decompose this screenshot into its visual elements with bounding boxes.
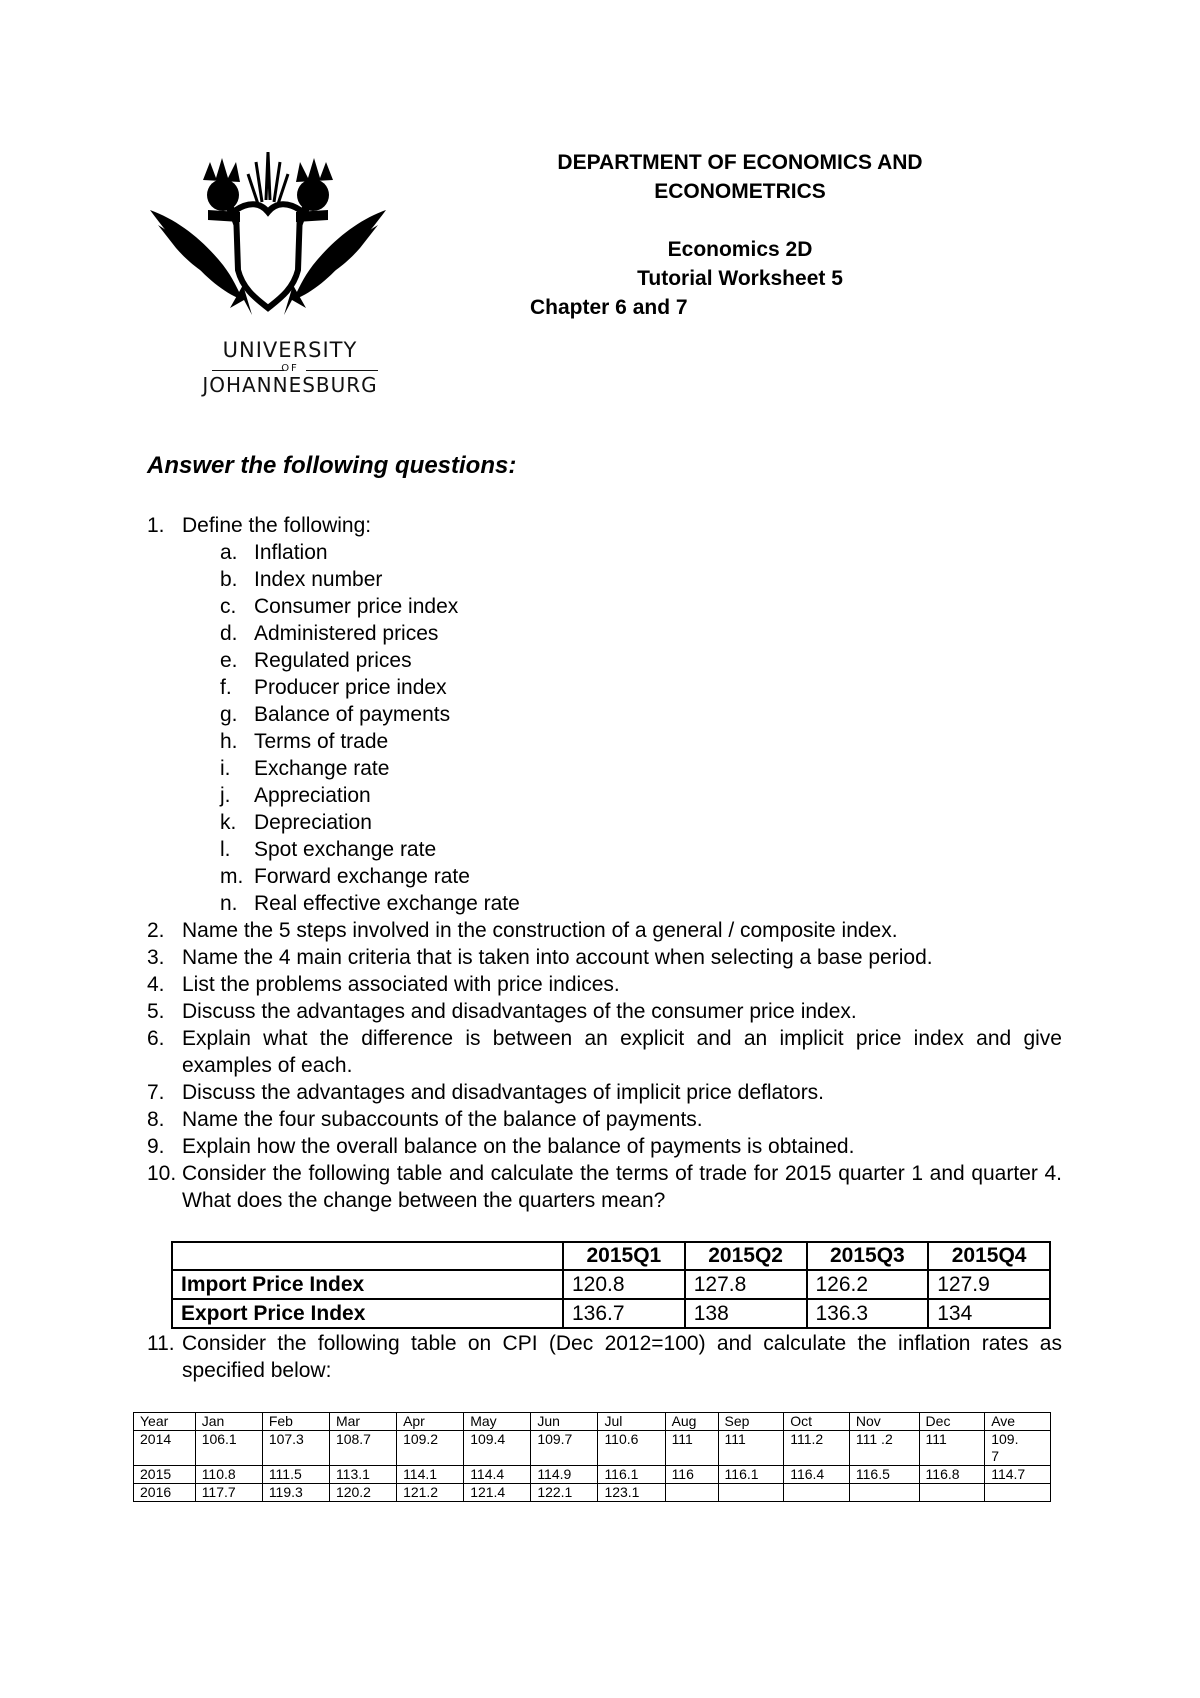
list-item: i. Exchange rate (220, 757, 390, 780)
logo-emblem-icon (148, 150, 388, 330)
list-item: f. Producer price index (220, 676, 447, 699)
table-header-cell: 2015Q3 (807, 1242, 929, 1270)
table-cell: 136.3 (807, 1299, 929, 1328)
list-item: l. Spot exchange rate (220, 838, 437, 861)
table-header-cell: Ave (985, 1413, 1051, 1431)
table-cell: 109.7 (531, 1431, 598, 1466)
worksheet-title: Tutorial Worksheet 5 (637, 267, 843, 290)
table-cell: 134 (928, 1299, 1050, 1328)
instructions-heading: Answer the following questions: (147, 452, 517, 479)
table-cell: 114.7 (985, 1466, 1051, 1484)
table-header-cell: Jan (195, 1413, 262, 1431)
list-item: k. Depreciation (220, 811, 372, 834)
document-header (530, 148, 1010, 322)
list-item: d. Administered prices (220, 622, 439, 645)
table-cell: 116.8 (919, 1466, 985, 1484)
table-header-cell: Jun (531, 1413, 598, 1431)
table-row (134, 1431, 1051, 1466)
question-8: 8. Name the four subaccounts of the balance of payments. (147, 1108, 703, 1131)
table-cell: 2016 (134, 1484, 196, 1502)
table-cell: 2015 (134, 1466, 196, 1484)
department-line2: ECONOMETRICS (654, 180, 826, 203)
table-row (134, 1484, 1051, 1502)
table-header-cell: Year (134, 1413, 196, 1431)
table-cell: 111 (718, 1431, 784, 1466)
table-cell: 116.5 (849, 1466, 919, 1484)
list-item: c. Consumer price index (220, 595, 459, 618)
logo-divider-right (306, 370, 378, 371)
table-header-cell: Oct (784, 1413, 850, 1431)
university-name-line1: UNIVERSITY (222, 338, 358, 362)
table-cell: 126.2 (807, 1270, 929, 1299)
chapter-title: Chapter 6 and 7 (530, 296, 688, 319)
table-cell: 106.1 (195, 1431, 262, 1466)
table-cell: 121.2 (397, 1484, 464, 1502)
question-number: 1. (147, 514, 165, 537)
table-cell: 116.1 (598, 1466, 665, 1484)
list-item: a. Inflation (220, 541, 328, 564)
question-1 (0, 512, 1200, 539)
table-cell: 127.8 (685, 1270, 807, 1299)
table-cell (665, 1484, 718, 1502)
question-2: 2. Name the 5 steps involved in the construction of a general / composite index. (147, 919, 898, 942)
table-cell: 116.1 (718, 1466, 784, 1484)
table-cell: 111 (919, 1431, 985, 1466)
list-item: n. Real effective exchange rate (220, 892, 520, 915)
university-name-line3: JOHANNESBURG (202, 373, 378, 397)
table-cell: 136.7 (563, 1299, 685, 1328)
table-cell: 114.4 (464, 1466, 531, 1484)
question-4: 4. List the problems associated with price indices. (147, 973, 620, 996)
question-3: 3. Name the 4 main criteria that is taken into account when selecting a base period. (147, 946, 933, 969)
table-header-cell: Aug (665, 1413, 718, 1431)
question-5: 5. Discuss the advantages and disadvantages of the consumer price index. (147, 1000, 857, 1023)
table-cell: 116 (665, 1466, 718, 1484)
table-cell: 114.1 (397, 1466, 464, 1484)
list-item: m. Forward exchange rate (220, 865, 470, 888)
table-cell: 121.4 (464, 1484, 531, 1502)
table-header-cell: Sep (718, 1413, 784, 1431)
table-header-cell: Dec (919, 1413, 985, 1431)
table-cell: 111 .2 (849, 1431, 919, 1466)
table-cell: 108.7 (329, 1431, 396, 1466)
table-header-cell: Nov (849, 1413, 919, 1431)
table-cell: 111.2 (784, 1431, 850, 1466)
course-title: Economics 2D (667, 238, 813, 261)
question-text: Define the following: (182, 514, 372, 537)
table-header-cell: Apr (397, 1413, 464, 1431)
table-cell: 2014 (134, 1431, 196, 1466)
table-cell: 110.8 (195, 1466, 262, 1484)
definitions-list (220, 539, 520, 917)
table-cell: 120.2 (329, 1484, 396, 1502)
list-item: b. Index number (220, 568, 383, 591)
table-cell: 111 (665, 1431, 718, 1466)
row-label: Import Price Index (172, 1270, 563, 1299)
table-cell (784, 1484, 850, 1502)
table-cell: 122.1 (531, 1484, 598, 1502)
table-cell: 111.5 (262, 1466, 329, 1484)
list-item: g. Balance of payments (220, 703, 451, 726)
row-label: Export Price Index (172, 1299, 563, 1328)
table-header-cell: Feb (262, 1413, 329, 1431)
table-header-cell: May (464, 1413, 531, 1431)
table-cell: 109.4 (464, 1431, 531, 1466)
question-6: 6. Explain what the difference is between an explicit and an implicit price index and give examples of each. (147, 1027, 1062, 1077)
table-cell: 107.3 (262, 1431, 329, 1466)
question-9: 9. Explain how the overall balance on the balance of payments is obtained. (147, 1135, 855, 1158)
table-row (134, 1466, 1051, 1484)
table-cell: 127.9 (928, 1270, 1050, 1299)
table-header-cell (172, 1242, 563, 1270)
table-cell (849, 1484, 919, 1502)
table-cell: 113.1 (329, 1466, 396, 1484)
table-cell: 109.2 (397, 1431, 464, 1466)
question-11: 11. Consider the following table on CPI (Dec 2012=100) and calculate the inflation rates as specified below: (147, 1332, 1062, 1382)
university-name-line2: OF (281, 363, 299, 374)
table-cell: 123.1 (598, 1484, 665, 1502)
table-cell (985, 1484, 1051, 1502)
table-cell: 138 (685, 1299, 807, 1328)
table-header-cell: 2015Q2 (685, 1242, 807, 1270)
table-header-row (134, 1413, 1051, 1431)
list-item: j. Appreciation (220, 784, 371, 807)
table-row (172, 1299, 1050, 1328)
cpi-table (133, 1412, 1051, 1502)
table-cell (718, 1484, 784, 1502)
table-header-cell: 2015Q4 (928, 1242, 1050, 1270)
list-item: h. Terms of trade (220, 730, 389, 753)
table-cell: 117.7 (195, 1484, 262, 1502)
table-row (172, 1270, 1050, 1299)
table-cell: 109. 7 (985, 1431, 1051, 1466)
table-cell: 114.9 (531, 1466, 598, 1484)
table-header-cell: Jul (598, 1413, 665, 1431)
question-7: 7. Discuss the advantages and disadvantages of implicit price deflators. (147, 1081, 825, 1104)
table-header-cell: 2015Q1 (563, 1242, 685, 1270)
table-cell: 116.4 (784, 1466, 850, 1484)
question-10: 10. Consider the following table and calculate the terms of trade for 2015 quarter 1 and quarter 4. What does the change between the quarters mean? (147, 1162, 1062, 1212)
table-cell: 120.8 (563, 1270, 685, 1299)
table-header-cell: Mar (329, 1413, 396, 1431)
list-item: e. Regulated prices (220, 649, 412, 672)
terms-of-trade-table (171, 1241, 1051, 1329)
table-cell: 119.3 (262, 1484, 329, 1502)
table-cell (919, 1484, 985, 1502)
department-line1: DEPARTMENT OF ECONOMICS AND (557, 151, 923, 174)
table-header-row (172, 1242, 1050, 1270)
table-cell: 110.6 (598, 1431, 665, 1466)
